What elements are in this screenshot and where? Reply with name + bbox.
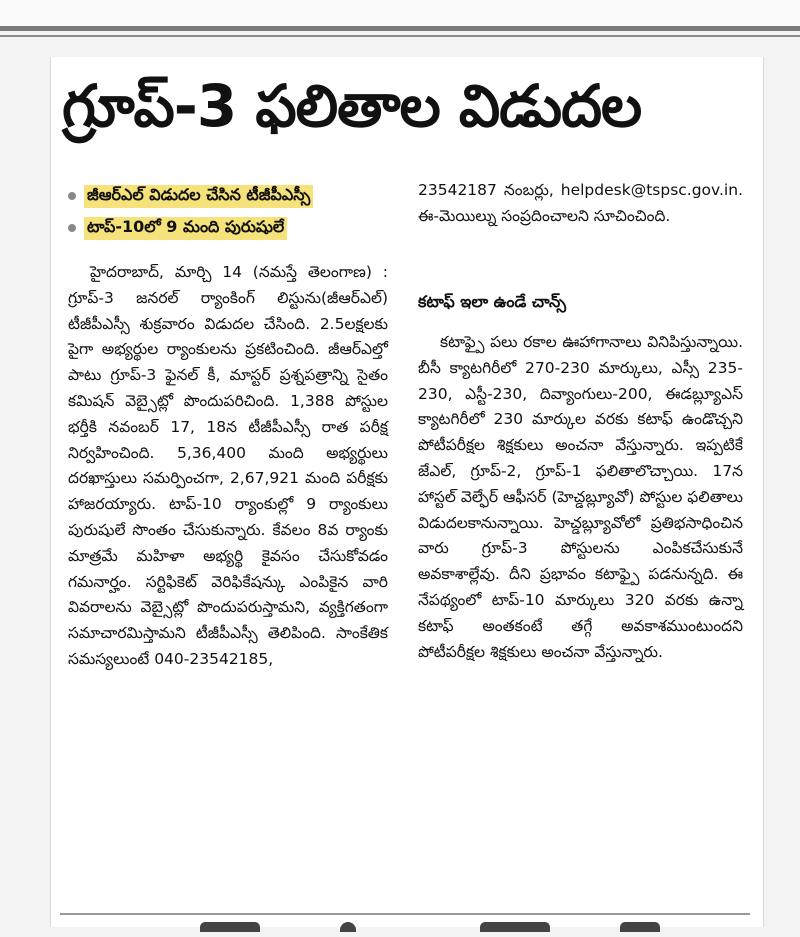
article-column-right-top: 23542187 నంబర్లు, helpdesk@tspsc.gov.in. ఈ-మెయిల్ను సంప్రదించాలని సూచించింది.: [418, 181, 743, 225]
article-paragraph: కటాఫ్పై పలు రకాల ఊహాగానాలు వినిపిస్తున్నాయి. బీసీ క్యాటగిరీలో 270-230 మార్కులు, ఎస్సీ 235-230, ఎస్టీ-230, దివ్యాంగులు-200, ఈడబ్ల్యూఎస్ క్యాటగిరీలో 230 మార్కుల వరకు కటాఫ్ ఉండొచ్చని పోటీపరీక్షల శిక్షకులు అంచనా వేస్తున్నారు. ఇప్పటికే జేఎల్, గ్రూప్-2, గ్రూప్-1 ఫలితాలొచ్చాయి. 17న హాస్టల్ వెల్ఫేర్ ఆఫీసర్ (హెచ్డబ్ల్యూవో) పోస్టుల ఫలితాలు విడుదలకానున్నాయి. హెచ్డబ్ల్యూవోలో ప్రతిభసాధించిన వారు గ్రూప్-3 పోస్టులను ఎంపికచేసుకునే అవకాశాల్లేవు. దీని ప్రభావం కటాఫ్పై పడనున్నది. ఈ నేపథ్యంలో టాప్-10 మార్కులు 320 వరకు ఉన్నా కటాఫ్ అంతకంటే తగ్గే అవకాశముంటుందని పోటీపరీక్షల శిక్షకులు అంచనా వేస్తున్నారు.: [418, 333, 743, 661]
article-column-left: [68, 260, 388, 673]
bullet-item: [64, 180, 394, 212]
bullet-text: జీఆర్ఎల్ విడుదల చేసిన టీజీపీఎస్సీ: [84, 185, 313, 208]
bullet-dot-icon: [68, 224, 76, 232]
article-paragraph: హైదరాబాద్, మార్చి 14 (నమస్తే తెలంగాణ) : గ్రూప్-3 జనరల్ ర్యాంకింగ్ లిస్టును(జీఆర్ఎల్) టీజీపీఎస్సీ శుక్రవారం విడుదల చేసింది. 2.5లక్షలకు పైగా అభ్యర్థుల ర్యాంకులను ప్రకటించింది. జీఆర్ఎల్తో పాటు గ్రూప్-3 ఫైనల్ కీ, మాస్టర్ ప్రశ్నపత్రాన్ని సైతం కమిషన్ వెబ్సైట్లో పొందుపరిచింది. 1,388 పోస్టుల భర్తీకి నవంబర్ 17, 18న టీజీపీఎస్సీ రాత పరీక్ష నిర్వహించింది. 5,36,400 మంది అభ్యర్థులు దరఖాస్తులు సమర్పించగా, 2,67,921 మంది పరీక్షకు హాజరయ్యారు. టాప్-10 ర్యాంకుల్లో 9 ర్యాంకులు పురుషులే సొంతం చేసుకున్నారు. కేవలం 8వ ర్యాంకు మాత్రమే మహిళా అభ్యర్థి కైవసం చేసుకోవడం గమనార్హం. సర్టిఫికెట్ వెరిఫికేషన్కు ఎంపికైన వారి వివరాలను వెబ్సైట్లో పొందుపరుస్తామని, వ్యక్తిగతంగా సమాచారమిస్తామని టీజీపీఎస్సీ తెలిపింది. సాంకేతిక సమస్యలుంటే 040-23542185,: [68, 263, 388, 668]
footer-rule: [60, 913, 750, 915]
next-article-fragment: [0, 922, 800, 937]
article-column-right: [418, 330, 743, 665]
headline: గ్రూప్-3 ఫలితాల విడుదల: [62, 72, 642, 140]
header-rule-thick: [0, 26, 800, 31]
bullet-item: [64, 212, 394, 244]
highlight-bullets: [64, 180, 394, 244]
bullet-text: టాప్-10లో 9 మంది పురుషులే: [84, 217, 287, 240]
header-rule-thin: [0, 35, 800, 37]
subheading: కటాఫ్ ఇలా ఉండే చాన్స్: [418, 292, 566, 311]
bullet-dot-icon: [68, 192, 76, 200]
